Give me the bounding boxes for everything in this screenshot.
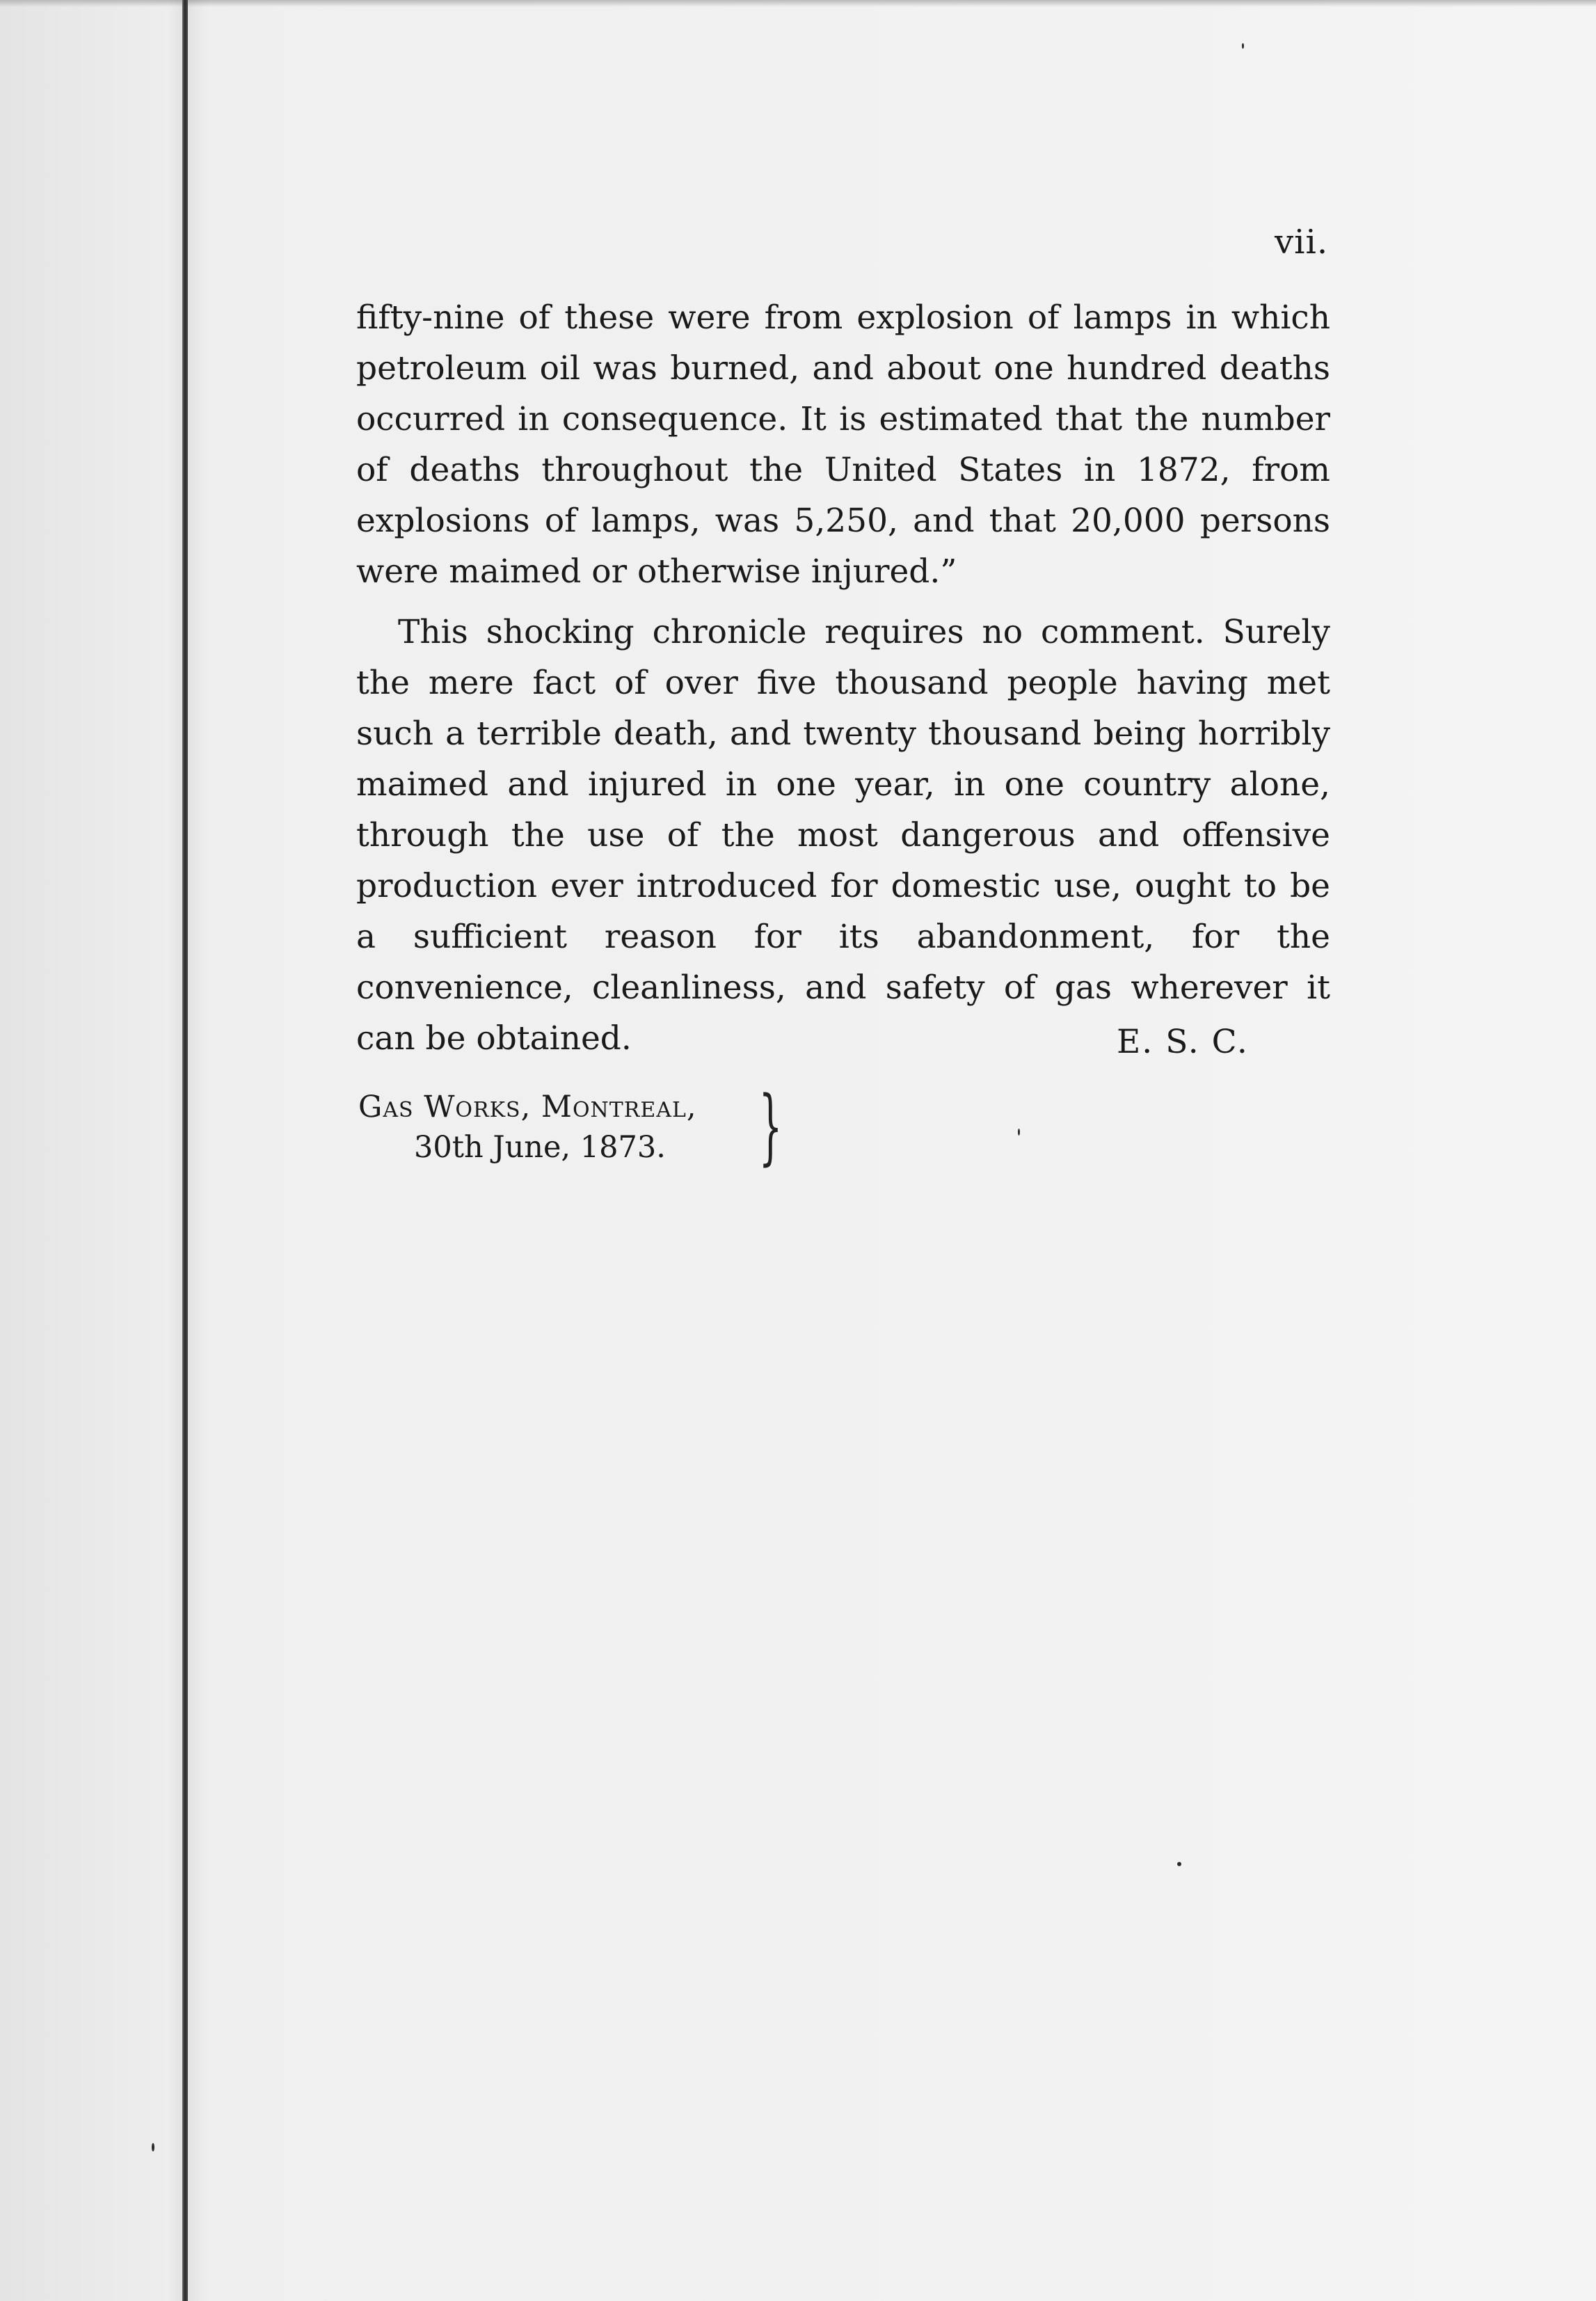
- author-initials: E. S. C.: [1117, 1023, 1249, 1061]
- dateline: [358, 1087, 697, 1168]
- dateline-date: 30th June, 1873.: [414, 1130, 666, 1165]
- body-text: [356, 292, 1330, 1064]
- page-top-edge: [0, 0, 1596, 7]
- paragraph-chronicle: This shocking chronicle requires no comment. Surely the mere fact of over five thousand people having met such a terrible death, and twenty thousand being horribly maimed and injured in one year, in one country alone, through the use of the most dangerous and offensive production ever introduced for domestic use, ought to be a sufficient reason for its abandonment, for the convenience, cleanliness, and safety of gas wherever it can be obtained.: [356, 613, 1330, 1058]
- page-number: vii.: [1275, 223, 1329, 262]
- binding-shadow: [167, 0, 209, 2301]
- right-brace-icon: }: [758, 1078, 783, 1174]
- paragraph-continuation: fifty-nine of these were from explosion of lamps in which petroleum oil was burned, and about one hundred deaths occurred in consequence. It is estimated that the number of deaths throughout the United States in 1872, from explosions of lamps, was 5,250, and that 20,000 persons were maimed or otherwise injured.”: [356, 298, 1330, 591]
- scan-speck: [1018, 1129, 1020, 1136]
- binding-line: [182, 0, 188, 2301]
- dateline-place: Gas Works, Montreal,: [358, 1090, 697, 1124]
- scan-speck: [1242, 43, 1244, 49]
- scan-speck: [152, 2143, 154, 2151]
- scan-speck: [1177, 1862, 1181, 1866]
